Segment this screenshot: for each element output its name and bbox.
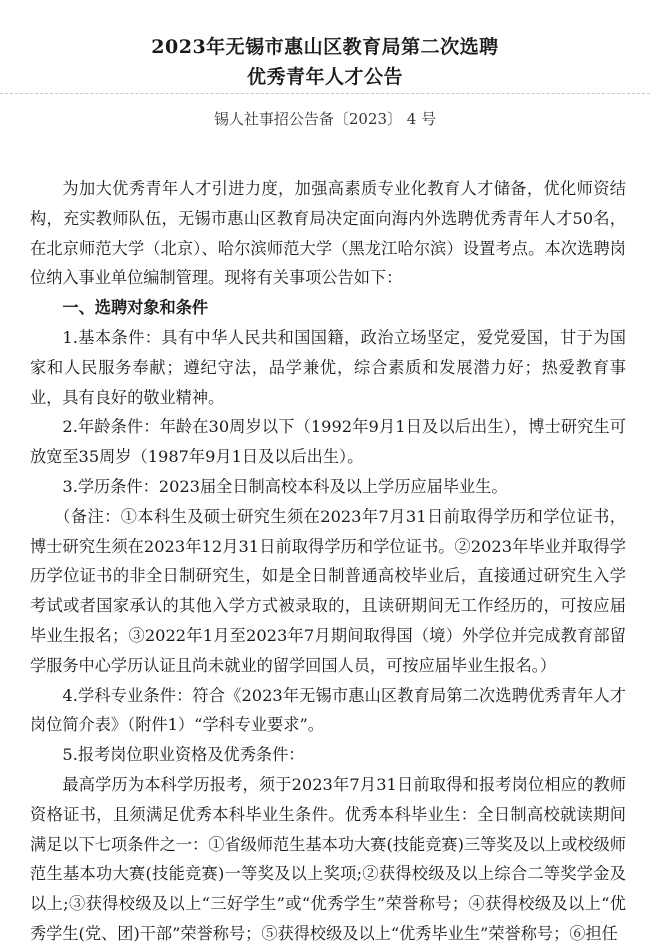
age-conditions-paragraph: 2.年龄条件：年龄在30周岁以下（1992年9月1日及以后出生），博士研究生可放宽至35周岁（1987年9月1日及以后出生）。 <box>30 417 626 467</box>
announcement-title-line2: 优秀青年人才公告 <box>246 66 403 88</box>
education-note-paragraph: （备注：①本科生及硕士研究生须在2023年7月31日前取得学历和学位证书，博士研究生须在2023年12月31日前取得学历和学位证书。②2023年毕业并取得学历学位证书的非全日制研究生，如是全日制普通高校毕业后，直接通过研究生入学考试或者国家承认的其他入学方式被录取的，且读研期间无工作经历的，可按应届毕业生报名；③2022年1月至2023年7月期间取得国（境）外学位并完成教育部留学服务中心学历认证且尚未就业的留学回国人员，可按应届毕业生报名。） <box>30 506 626 675</box>
qualification-paragraph: 最高学历为本科学历报考，须于2023年7月31日前取得和报考岗位相应的教师资格证书，且须满足优秀本科毕业生条件。优秀本科毕业生：全日制高校就读期间满足以下七项条件之一：①省级师范生基本功大赛(技能竞赛)三等奖及以上或校级师范生基本功大赛(技能竞赛)一等奖及以上奖项;②获得校级及以上综合二等奖学金及以上;③获得校级及以上“三好学生”或“优秀学生”荣誉称号；④获得校级及以上“优秀学生(党、团)干部”荣誉称号；⑤获得校级及以上“优秀毕业生”荣誉称号；⑥担任 <box>30 774 626 943</box>
intro-paragraph: 为加大优秀青年人才引进力度，加强高素质专业化教育人才储备，优化师资结构，充实教师队伍，无锡市惠山区教育局决定面向海内外选聘优秀青年人才50名，在北京师范大学（北京）、哈尔滨师范大学（黑龙江哈尔滨）设置考点。本次选聘岗位纳入事业单位编制管理。现将有关事项公告如下： <box>30 179 626 288</box>
qualification-heading: 5.报考岗位职业资格及优秀条件： <box>62 745 305 765</box>
education-conditions-paragraph: 3.学历条件：2023届全日制高校本科及以上学历应届毕业生。 <box>62 476 508 496</box>
document-number: 锡人社事招公告备〔2023〕 4 号 <box>213 110 437 128</box>
announcement-body <box>30 174 626 949</box>
header-divider <box>0 93 650 94</box>
section-heading-eligibility: 一、选聘对象和条件 <box>62 298 209 318</box>
basic-conditions-paragraph: 1.基本条件：具有中华人民共和国国籍，政治立场坚定，爱党爱国，甘于为国家和人民服务奉献；遵纪守法，品学兼优，综合素质和发展潜力好；热爱教育事业，具有良好的敬业精神。 <box>30 327 626 407</box>
major-conditions-paragraph: 4.学科专业条件：符合《2023年无锡市惠山区教育局第二次选聘优秀青年人才岗位简介表》（附件1）“学科专业要求”。 <box>30 685 626 735</box>
announcement-title-line1: 2023年无锡市惠山区教育局第二次选聘 <box>151 36 499 58</box>
